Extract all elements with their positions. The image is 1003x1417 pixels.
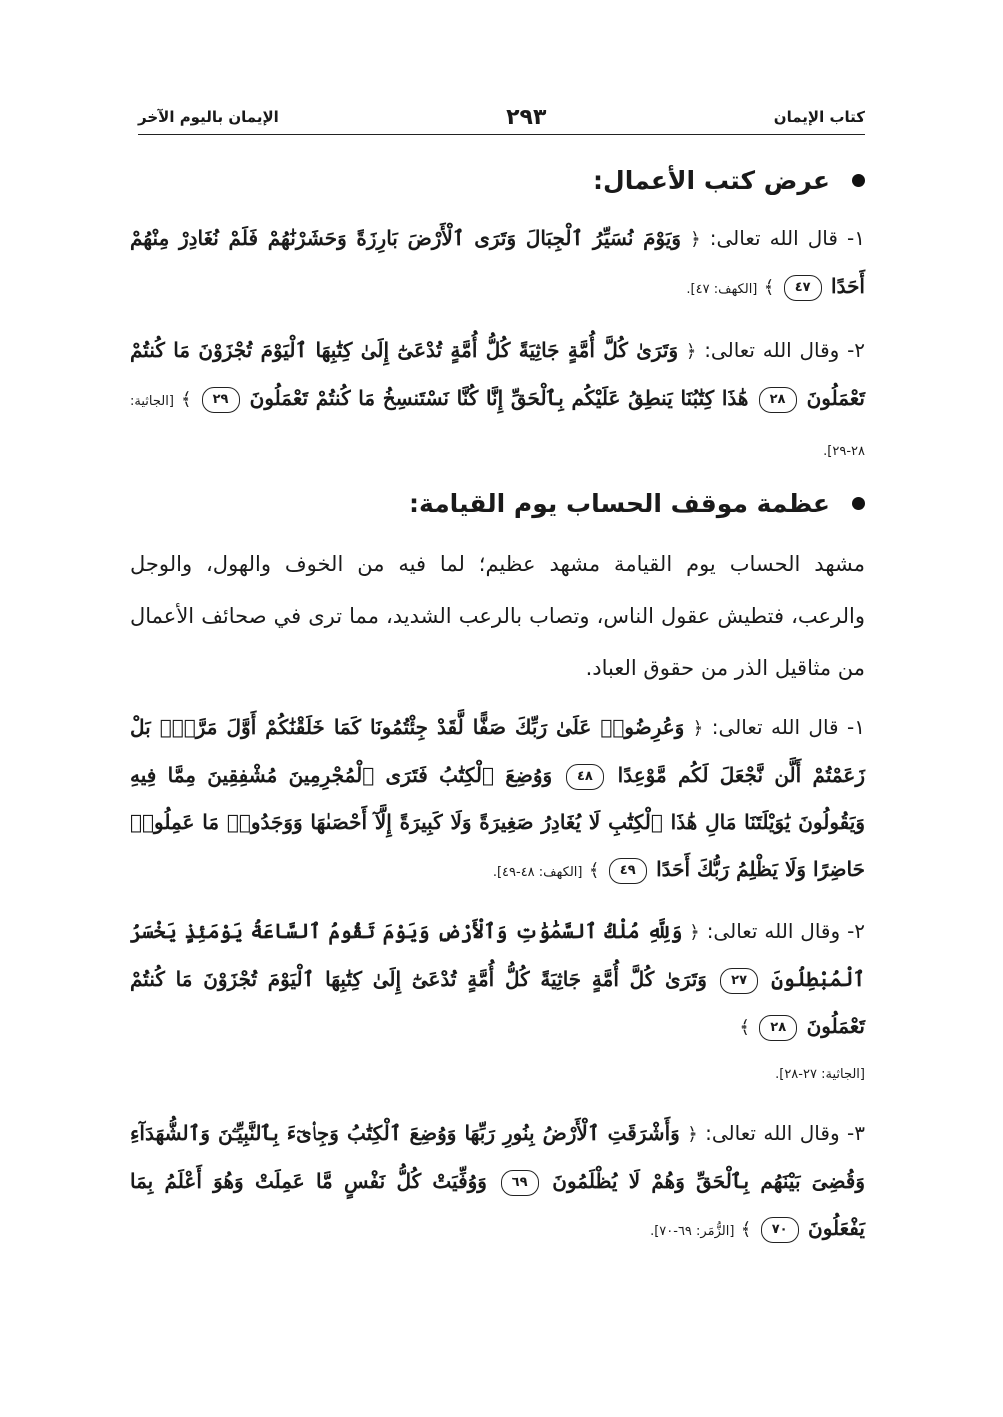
list-item [130, 327, 865, 475]
ayah-number-icon: ٢٧ [720, 968, 758, 994]
ayah-number-icon: ٢٨ [759, 387, 797, 413]
book-title: كتاب الإيمان [773, 108, 865, 126]
ornate-bracket-open: ﴿ [687, 1124, 698, 1145]
quran-verse: وَلِلَّهِ مُلْكُ ٱلسَّمَٰوَٰتِ وَٱلْأَرْضِ وَيَوْمَ تَقُومُ ٱلسَّاعَةُ يَوْمَئِذٍ يَخْسَرُ ٱلْمُبْطِلُونَ [130, 919, 865, 991]
ayah-number-icon: ٦٩ [501, 1170, 539, 1196]
ornate-bracket-close: ﴾ [588, 860, 600, 881]
ornate-bracket-close: ﴾ [740, 1219, 752, 1240]
bullet-icon [852, 174, 865, 187]
chapter-title: الإيمان باليوم الآخر [138, 108, 279, 126]
list-item [130, 908, 865, 1098]
ornate-bracket-open: ﴿ [690, 229, 701, 250]
ayah-number-icon: ٤٨ [566, 764, 604, 790]
quran-verse: وَتَرَىٰ كُلَّ أُمَّةٍ جَاثِيَةً كُلُّ أُمَّةٍ تُدْعَىٰٓ إِلَىٰ كِتَٰبِهَا ٱلْيَوْمَ تُجْزَوْنَ مَا كُنتُمْ تَعْمَلُونَ [130, 338, 865, 410]
ornate-bracket-close: ﴾ [739, 1017, 750, 1038]
ayah-number-icon: ٢٨ [759, 1015, 797, 1041]
quote-intro: وقال الله تعالى: [705, 1121, 840, 1145]
verse-reference: [الكهف: ٤٨-٤٩]. [492, 865, 583, 880]
ayah-number-icon: ٧٠ [761, 1217, 799, 1243]
verse-reference: [الكهف: ٤٧]. [686, 282, 758, 297]
verse-reference: [الجاثية: ٢٨-٢٩]. [130, 394, 865, 459]
quote-intro: قال الله تعالى: [709, 226, 838, 250]
ornate-bracket-open: ﴿ [685, 341, 697, 362]
item-number: ٢- [847, 338, 866, 362]
ayah-number-icon: ٤٩ [609, 858, 647, 884]
quote-intro: وقال الله تعالى: [706, 919, 841, 943]
ornate-bracket-open: ﴿ [689, 922, 700, 943]
quote-intro: قال الله تعالى: [711, 715, 839, 739]
quran-verse: وَتَرَىٰ كُلَّ أُمَّةٍ جَاثِيَةً كُلُّ أُمَّةٍ تُدْعَىٰٓ إِلَىٰ كِتَٰبِهَا ٱلْيَوْمَ تُجْزَوْنَ مَا كُنتُمْ تَعْمَلُونَ [130, 967, 865, 1038]
list-item [130, 704, 865, 896]
verse-reference: [الزُّمَر: ٦٩-٧٠]. [650, 1224, 735, 1239]
quran-verse: وَأَشْرَقَتِ ٱلْأَرْضُ بِنُورِ رَبِّهَا وَوُضِعَ ٱلْكِتَٰبُ وَجِا۟ىٓءَ بِٱلنَّبِيِّـۧنَ وَٱلشُّهَدَآءِ وَقُضِىَ بَيْنَهُم بِٱلْحَقِّ وَهُمْ لَا يُظْلَمُونَ [130, 1121, 866, 1193]
list-item [130, 215, 865, 313]
section-heading [130, 489, 865, 518]
quran-verse: وَيَوْمَ نُسَيِّرُ ٱلْجِبَالَ وَتَرَى ٱلْأَرْضَ بَارِزَةً وَحَشَرْنَٰهُمْ فَلَمْ نُغَادِرْ مِنْهُمْ أَحَدًا [130, 226, 865, 298]
page-content [130, 160, 865, 1267]
item-number: ٣- [847, 1121, 865, 1145]
quote-intro: وقال الله تعالى: [704, 338, 840, 362]
quran-verse: هَٰذَا كِتَٰبُنَا يَنطِقُ عَلَيْكُم بِٱلْحَقِّ إِنَّا كُنَّا نَسْتَنسِخُ مَا كُنتُمْ تَعْمَلُونَ [249, 386, 749, 410]
section-heading [130, 166, 865, 195]
body-paragraph: مشهد الحساب يوم القيامة مشهد عظيم؛ لما فيه من الخوف والهول، والوجل والرعب، فتطيش عقول الناس، وتصاب بالرعب الشديد، مما ترى في صحائف الأعمال من مثاقيل الذر من حقوق العباد. [130, 552, 865, 680]
ornate-bracket-close: ﴾ [763, 277, 775, 298]
section-heading-text: عظمة موقف الحساب يوم القيامة: [409, 489, 830, 518]
page-number: ٢٩٣ [506, 104, 547, 130]
ayah-number-icon: ٤٧ [784, 275, 822, 301]
section-heading-text: عرض كتب الأعمال: [593, 166, 830, 195]
bullet-icon [852, 497, 865, 510]
running-header [138, 104, 865, 130]
ornate-bracket-close: ﴾ [180, 389, 192, 410]
quran-verse: وَوُفِّيَتْ كُلُّ نَفْسٍ مَّا عَمِلَتْ وَهُوَ أَعْلَمُ بِمَا يَفْعَلُونَ [130, 1169, 865, 1240]
item-number: ٢- [847, 919, 866, 943]
item-number: ١- [847, 226, 865, 250]
item-number: ١- [847, 715, 866, 739]
quran-verse: وَوُضِعَ ٱلْكِتَٰبُ فَتَرَى ٱلْمُجْرِمِينَ مُشْفِقِينَ مِمَّا فِيهِ وَيَقُولُونَ يَٰوَيْلَتَنَا مَالِ هَٰذَا ٱلْكِتَٰبِ لَا يُغَادِرُ صَغِيرَةً وَلَا كَبِيرَةً إِلَّآ أَحْصَىٰهَا وَوَجَدُوا۟ مَا عَمِلُوا۟ حَاضِرًا وَلَا يَظْلِمُ رَبُّكَ أَحَدًا [130, 763, 865, 881]
ornate-bracket-open: ﴿ [692, 718, 704, 739]
ayah-number-icon: ٢٩ [202, 387, 240, 413]
header-divider [138, 134, 865, 135]
list-item [130, 1110, 865, 1255]
quran-verse: وَعُرِضُوا۟ عَلَىٰ رَبِّكَ صَفًّا لَّقَدْ جِئْتُمُونَا كَمَا خَلَقْنَٰكُمْ أَوَّلَ مَرَّةٍۭ بَلْ زَعَمْتُمْ أَلَّن نَّجْعَلَ لَكُم مَّوْعِدًا [130, 715, 866, 787]
verse-reference: [الجاثية: ٢٧-٢٨]. [775, 1067, 865, 1082]
